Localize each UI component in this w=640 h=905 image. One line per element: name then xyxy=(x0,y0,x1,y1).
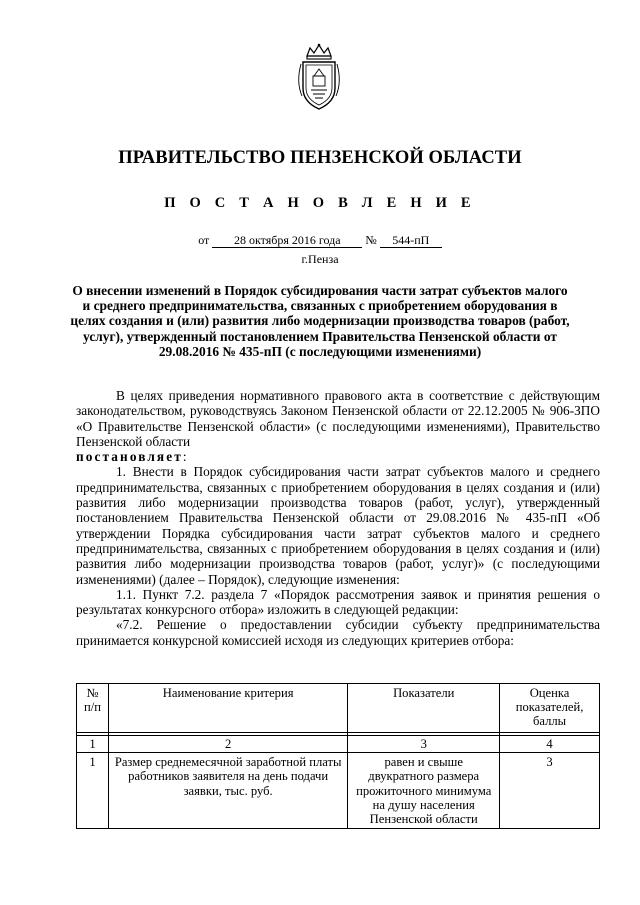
paragraph-preamble xyxy=(76,388,600,464)
date-prefix: от xyxy=(198,233,210,247)
table-cell: 3 xyxy=(348,736,500,753)
document-body xyxy=(76,388,600,648)
table-cell: 3 xyxy=(500,753,600,829)
table-cell: равен и свыше двукратного размера прожиточного минимума на душу населения Пензенской области xyxy=(348,753,500,829)
table-cell: Размер среднемесячной заработной платы работников заявителя на день подачи заявки, тыс. руб. xyxy=(108,753,347,829)
document-subject: О внесении изменений в Порядок субсидирования части затрат субъектов малого и среднего предпринимательства, связанных с приобретением оборудования в целях создания и (или) развития либо модернизации производства товаров (работ, услуг), утвержденный постановлением Правительства Пензенской области от 29.08.2016 № 435-пП (с последующими изменениями) xyxy=(70,283,570,359)
header-cell-number: № п/п xyxy=(77,684,109,733)
header-cell-score: Оценка показателей, баллы xyxy=(500,684,600,733)
paragraph-1-1: 1.1. Пункт 7.2. раздела 7 «Порядок рассмотрения заявок и принятия решения о результатах конкурсного отбора» изложить в следующей редакции: xyxy=(76,586,600,618)
table-cell: 2 xyxy=(108,736,347,753)
resolution-colon: : xyxy=(182,449,187,465)
document-number: 544-пП xyxy=(380,234,442,248)
table-column-numbers-row xyxy=(77,736,600,753)
criteria-table xyxy=(76,683,600,829)
city: г.Пенза xyxy=(301,252,339,266)
preamble-text: В целях приведения нормативного правового акта в соответствие с действующим законодательством, руководствуясь Законом Пензенской области от 22.12.2005 № 906-ЗПО «О Правительстве Пензенской области» (с последующими изменениями), Правительство Пензенской области xyxy=(76,388,600,449)
table-row xyxy=(77,753,600,829)
government-title: ПРАВИТЕЛЬСТВО ПЕНЗЕНСКОЙ ОБЛАСТИ xyxy=(118,148,522,168)
header-cell-criterion: Наименование критерия xyxy=(108,684,347,733)
document-type: П О С Т А Н О В Л Е Н И Е xyxy=(164,195,476,211)
resolution-keyword: постановляет xyxy=(76,449,183,465)
table-cell: 1 xyxy=(77,753,109,829)
date-number-line xyxy=(0,233,640,248)
paragraph-1: 1. Внести в Порядок субсидирования части затрат субъектов малого и среднего предпринимательства, связанных с приобретением оборудования в целях создания и (или) развития либо модернизации производства товаров (работ, услуг), утвержденный постановлением Правительства Пензенской области от 29.08.2016 № 435-пП «Об утверждении Порядка субсидирования части затрат субъектов малого и среднего предпринимательства, связанных с приобретением оборудования в целях создания и (или) развития либо модернизации производства товаров (работ, услуг)» (с последующими изменениями) (далее – Порядок), следующие изменения: xyxy=(76,464,600,587)
paragraph-7-2: «7.2. Решение о предоставлении субсидии субъекту предпринимательства принимается конкурсной комиссией исходя из следующих критериев отбора: xyxy=(76,617,600,648)
number-sign: № xyxy=(365,233,377,247)
table-cell: 4 xyxy=(500,736,600,753)
table-header-row xyxy=(77,684,600,733)
document-date: 28 октября 2016 года xyxy=(212,234,362,248)
table-cell: 1 xyxy=(77,736,109,753)
header-cell-indicators: Показатели xyxy=(348,684,500,733)
coat-of-arms-icon xyxy=(293,42,345,112)
